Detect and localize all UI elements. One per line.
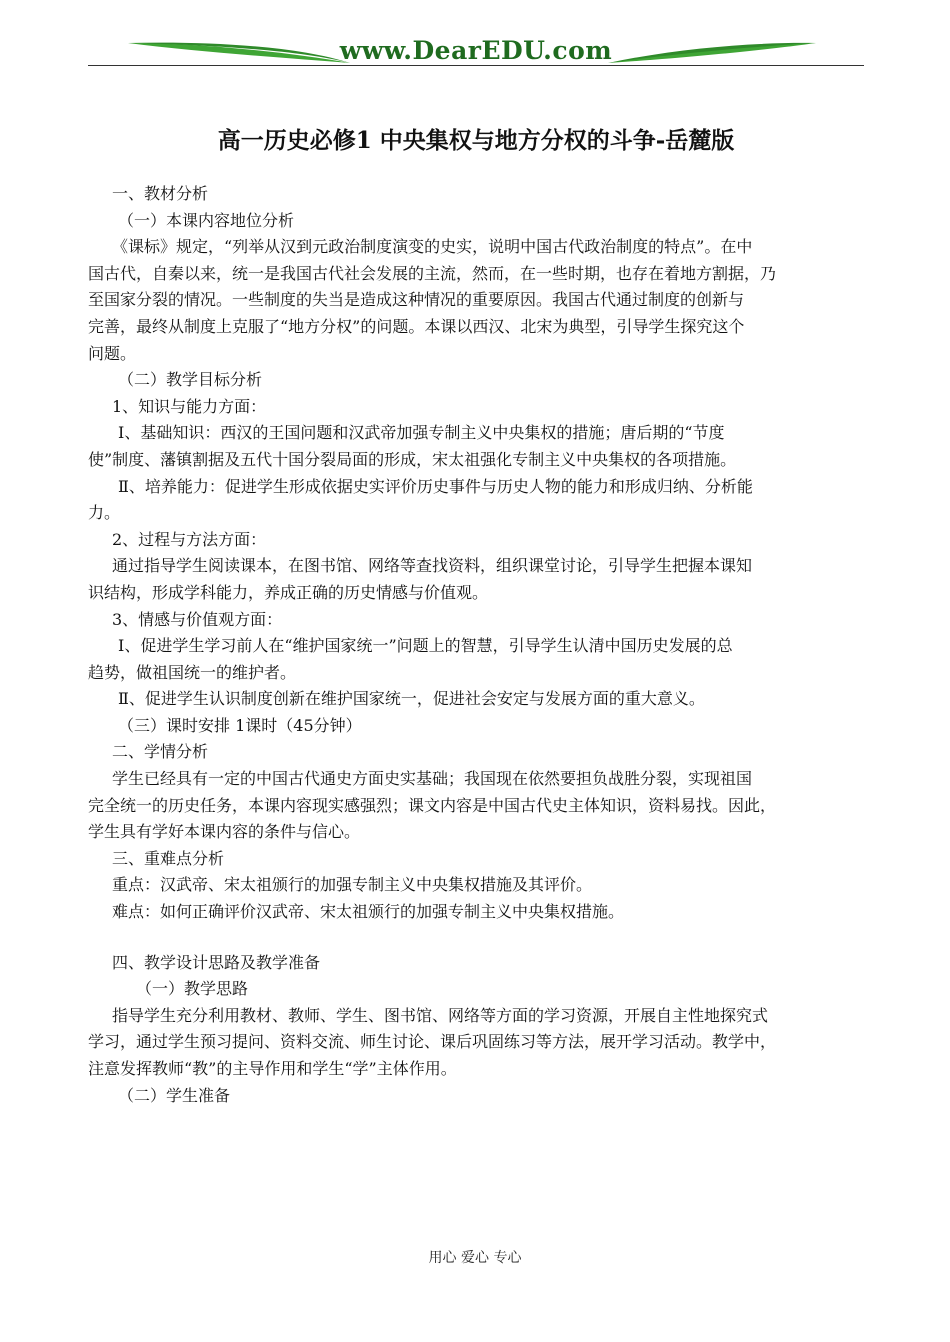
paragraph-line: 完善，最终从制度上克服了“地方分权”的问题。本课以西汉、北宋为典型，引导学生探究这个: [88, 316, 745, 336]
section-heading: 一、教材分析: [112, 184, 209, 203]
paragraph-line: 至国家分裂的情况。一些制度的失当是造成这种情况的重要原因。我国古代通过制度的创新与: [88, 290, 745, 310]
paragraph-line: 难点：如何正确评价汉武帝、宋太祖颁行的加强专制主义中央集权措施。: [112, 902, 625, 922]
item-heading: 1、知识与能力方面：: [112, 396, 267, 416]
paragraph-line: Ⅰ、促进学生学习前人在“维护国家统一”问题上的智慧，引导学生认清中国历史发展的总: [118, 636, 733, 656]
paragraph-line: 使”制度、藩镇割据及五代十国分裂局面的形成，宋太祖强化专制主义中央集权的各项措施。: [88, 449, 737, 469]
section-heading: 二、学情分析: [112, 742, 209, 762]
paragraph-line: 学习，通过学生预习提问、资料交流、师生讨论、课后巩固练习等方法，展开学习活动。教学中，: [88, 1032, 777, 1052]
paragraph-line: 完全统一的历史任务，本课内容现实感强烈；课文内容是中国古代史主体知识，资料易找。因此，: [88, 795, 777, 815]
subsection-heading: （二）学生准备: [118, 1085, 231, 1105]
subsection-heading: （一）教学思路: [136, 979, 249, 999]
document-title: 高一历史必修1 中央集权与地方分权的斗争-岳麓版: [217, 127, 735, 154]
paragraph-line: 重点：汉武帝、宋太祖颁行的加强专制主义中央集权措施及其评价。: [112, 875, 593, 895]
item-heading: 3、情感与价值观方面：: [112, 609, 283, 629]
paragraph-line: 问题。: [88, 343, 137, 363]
document-body: [88, 181, 868, 1109]
paragraph-line: Ⅱ、促进学生认识制度创新在维护国家统一，促进社会安定与发展方面的重大意义。: [118, 689, 705, 709]
paragraph-line: 通过指导学生阅读课本，在图书馆、网络等查找资料，组织课堂讨论，引导学生把握本课知: [112, 556, 753, 576]
paragraph-line: 力。: [88, 503, 121, 523]
section-heading: 三、重难点分析: [112, 848, 225, 868]
blank-line: [88, 926, 868, 950]
item-heading: 2、过程与方法方面：: [112, 529, 267, 549]
paragraph-line: 识结构，形成学科能力，养成正确的历史情感与价值观。: [88, 582, 489, 602]
subsection-heading: （三）课时安排 1课时（45分钟）: [118, 715, 362, 735]
paragraph-line: 国古代，自秦以来，统一是我国古代社会发展的主流，然而，在一些时期，也存在着地方割据，乃: [88, 263, 777, 283]
paragraph-line: 学生具有学好本课内容的条件与信心。: [88, 822, 361, 842]
site-logo-text: www.DearEDU.com: [339, 36, 613, 65]
header-divider: [88, 65, 864, 66]
section-heading: 四、教学设计思路及教学准备: [112, 952, 321, 972]
subsection-heading: （一）本课内容地位分析: [118, 210, 295, 230]
paragraph-line: 指导学生充分利用教材、教师、学生、图书馆、网络等方面的学习资源，开展自主性地探究式: [112, 1005, 769, 1025]
paragraph-line: Ⅰ、基础知识：西汉的王国问题和汉武帝加强专制主义中央集权的措施；唐后期的“节度: [118, 423, 725, 443]
paragraph-line: Ⅱ、培养能力：促进学生形成依据史实评价历史事件与历史人物的能力和形成归纳、分析能: [118, 476, 753, 496]
paragraph-line: 注意发挥教师“教”的主导作用和学生“学”主体作用。: [88, 1059, 457, 1078]
site-header: [88, 30, 864, 70]
subsection-heading: （二）教学目标分析: [118, 370, 263, 390]
paragraph-line: 趋势，做祖国统一的维护者。: [88, 662, 297, 682]
paragraph-line: 《课标》规定，“列举从汉到元政治制度演变的史实，说明中国古代政治制度的特点”。在中: [112, 237, 753, 257]
paragraph-line: 学生已经具有一定的中国古代通史方面史实基础；我国现在依然要担负战胜分裂，实现祖国: [112, 769, 753, 789]
page-footer: 用心 爱心 专心: [428, 1250, 522, 1266]
